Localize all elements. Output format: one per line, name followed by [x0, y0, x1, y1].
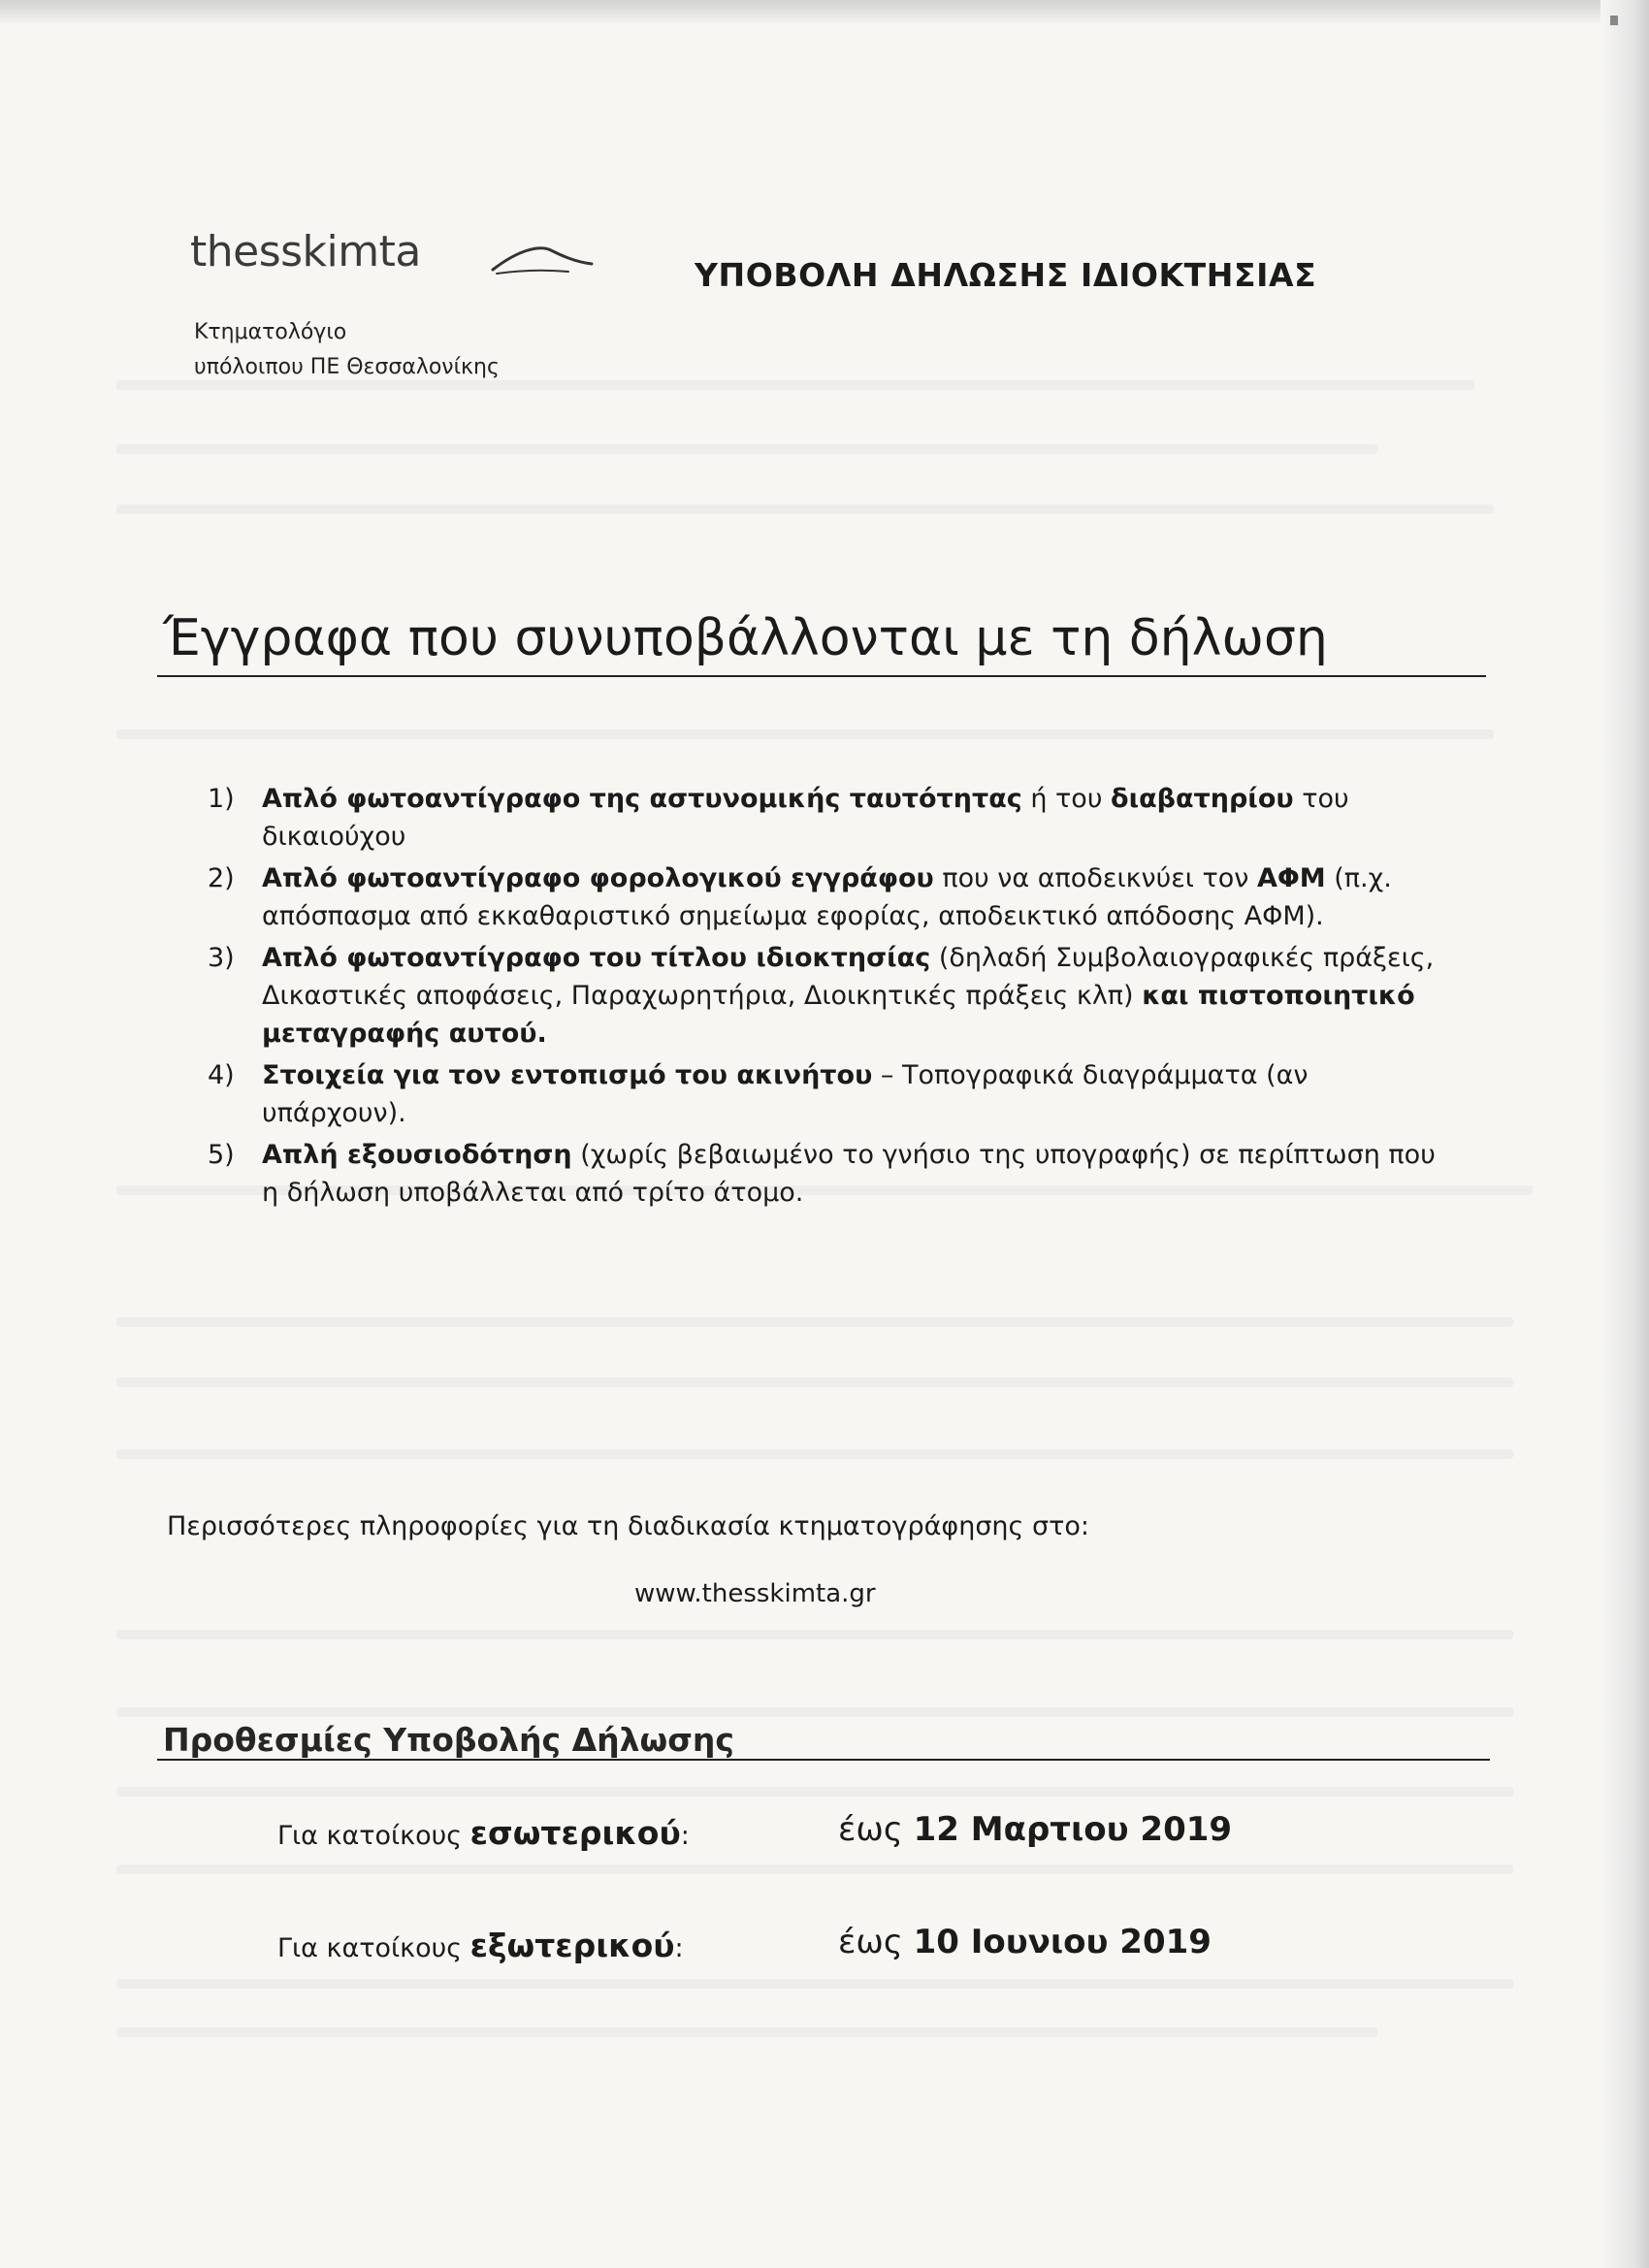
swoosh-icon: [489, 241, 596, 275]
deadline-colon: :: [674, 1933, 684, 1963]
deadlines-underline: [157, 1759, 1490, 1761]
item-text-regular: που να αποδεικνύει τον: [933, 863, 1257, 893]
list-item: [208, 1056, 1459, 1132]
item-text: [262, 1136, 1459, 1212]
scan-mark: [1610, 16, 1618, 25]
documents-list: [208, 780, 1459, 1215]
deadline-colon: :: [680, 1821, 690, 1851]
item-number: 2): [208, 863, 235, 893]
deadline-prefix: Για κατοίκους: [277, 1933, 470, 1963]
website-link[interactable]: www.thesskimta.gr: [634, 1579, 876, 1608]
scan-right-edge: [1600, 0, 1649, 2268]
deadlines-heading: Προθεσμίες Υποβολής Δήλωσης: [163, 1721, 734, 1759]
deadline-prefix: Για κατοίκους: [277, 1821, 470, 1851]
item-text-regular: του δικαιούχου: [262, 784, 1349, 852]
org-name: Κτηματολόγιο: [194, 320, 347, 344]
item-text-regular: (δηλαδή Συμβολαιογραφικές πράξεις, Δικαστικές αποφάσεις, Παραχωρητήρια, Διοικητικές πράξεις κλπ): [262, 943, 1435, 1011]
item-text-bold: Απλό φωτοαντίγραφο φορολογικού εγγράφου: [262, 863, 934, 893]
item-text-bold: Απλό φωτοαντίγραφο του τίτλου ιδιοκτησίας: [262, 943, 931, 973]
list-item: [208, 780, 1459, 856]
org-region: υπόλοιπου ΠΕ Θεσσαλονίκης: [194, 355, 500, 379]
info-text: Περισσότερες πληροφορίες για τη διαδικασία κτηματογράφησης στο:: [167, 1511, 1089, 1541]
title-underline: [157, 675, 1486, 677]
item-text-bold: διαβατηρίου: [1111, 784, 1294, 814]
scan-top-edge: [0, 0, 1649, 25]
item-text: [262, 859, 1459, 935]
residency-label: εσωτερικού: [469, 1814, 681, 1852]
deadline-date: 12 Μαρτιου 2019: [913, 1810, 1233, 1849]
item-text: [262, 939, 1459, 1053]
item-text-bold: Απλή εξουσιοδότηση: [262, 1140, 572, 1170]
item-text-bold: και πιστοποιητικό μεταγραφής αυτού.: [262, 981, 1415, 1049]
list-item: [208, 939, 1459, 1053]
item-text-regular: – Τοπογραφικά διαγράμματα (αν υπάρχουν).: [262, 1060, 1309, 1128]
item-text: [262, 1056, 1459, 1132]
deadline-date: 10 Ιουνιου 2019: [913, 1923, 1212, 1961]
document-header: ΥΠΟΒΟΛΗ ΔΗΛΩΣΗΣ ΙΔΙΟΚΤΗΣΙΑΣ: [695, 256, 1317, 294]
page-title: Έγγραφα που συνυποβάλλονται με τη δήλωση: [163, 609, 1328, 667]
item-text-bold: Στοιχεία για τον εντοπισμό του ακινήτου: [262, 1060, 873, 1090]
item-text-bold: Απλό φωτοαντίγραφο της αστυνομικής ταυτότητας: [262, 784, 1022, 814]
item-text-regular: ή του: [1021, 784, 1112, 814]
logo-text: thesskimta: [190, 227, 421, 276]
item-text-bold: ΑΦΜ: [1256, 863, 1326, 893]
deadline-abroad-date: [838, 1923, 1212, 1961]
residency-label: εξωτερικού: [469, 1927, 675, 1964]
item-text-regular: (χωρίς βεβαιωμένο το γνήσιο της υπογραφής) σε περίπτωση που η δήλωση υποβάλλεται από τρίτο άτομο.: [262, 1140, 1436, 1208]
thesskimta-logo: [190, 227, 617, 308]
item-number: 3): [208, 943, 235, 973]
item-number: 4): [208, 1060, 235, 1090]
deadline-until: έως: [838, 1810, 914, 1849]
deadline-abroad-label: [277, 1927, 684, 1964]
item-number: 1): [208, 784, 235, 814]
item-number: 5): [208, 1140, 235, 1170]
list-item: [208, 1136, 1459, 1212]
item-text: [262, 780, 1459, 856]
deadline-until: έως: [838, 1923, 914, 1961]
deadline-domestic-label: [277, 1814, 690, 1852]
item-text-regular: (π.χ. απόσπασμα από εκκαθαριστικό σημείωμα εφορίας, αποδεικτικό απόδοσης ΑΦΜ).: [262, 863, 1392, 931]
deadline-domestic-date: [838, 1810, 1232, 1849]
list-item: [208, 859, 1459, 935]
